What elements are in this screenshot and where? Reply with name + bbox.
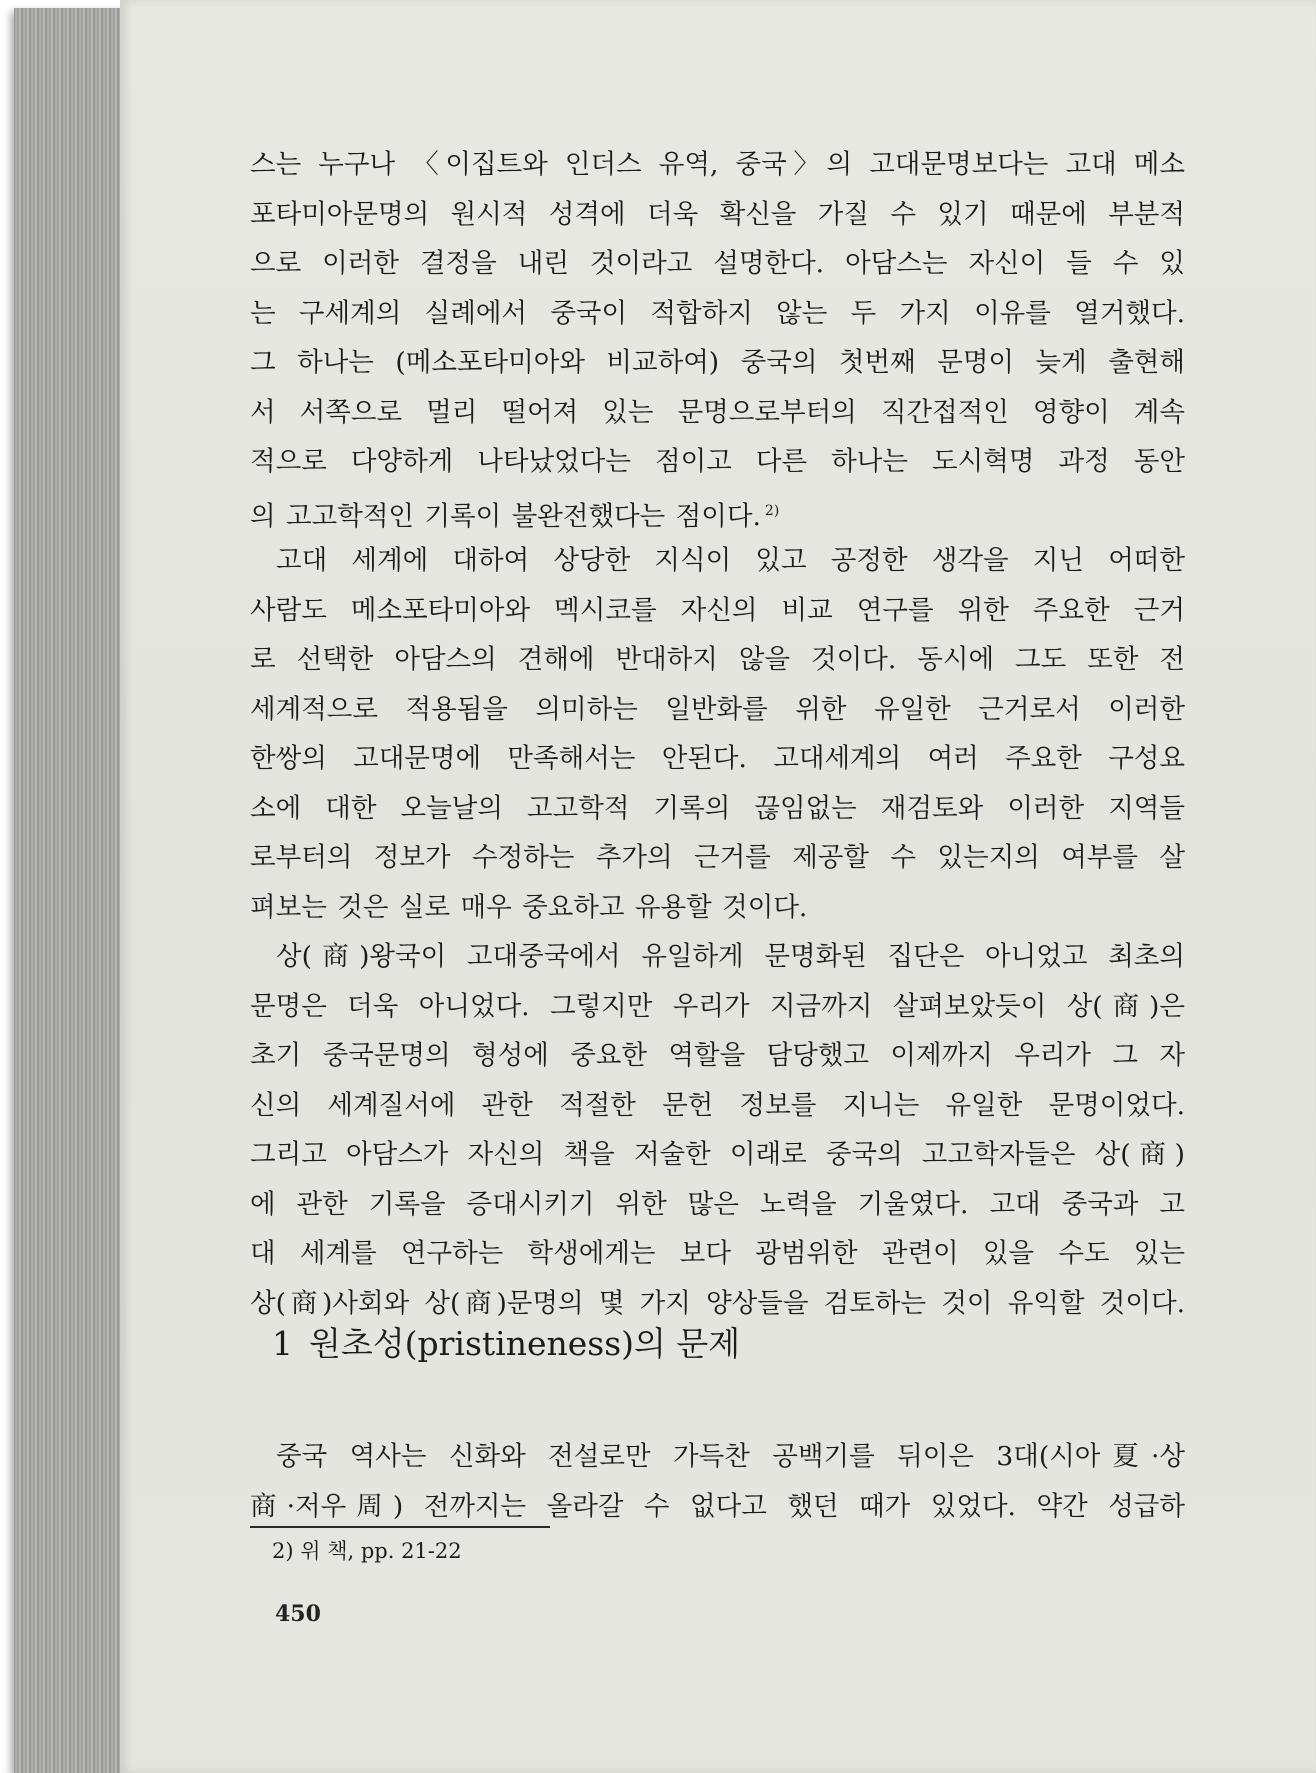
text-line: 고대 세계에 대하여 상당한 지식이 있고 공정한 생각을 지닌 어떠한	[276, 545, 1185, 576]
text-line: 한쌍의 고대문명에 만족해서는 안된다. 고대세계의 여러 주요한 구성요	[250, 743, 1185, 774]
text-line: 초기 중국문명의 형성에 중요한 역할을 담당했고 이제까지 우리가 그 자	[250, 1040, 1185, 1071]
text-line: 펴보는 것은 실로 매우 중요하고 유용할 것이다.	[250, 891, 808, 923]
body-text	[250, 140, 1185, 1328]
text-line: 商·저우周) 전까지는 올라갈 수 없다고 했던 때가 있었다. 약간 성급하	[250, 1490, 1185, 1522]
text-line-content: 의 고고학적인 기록이 불완전했다는 점이다.	[250, 500, 761, 532]
paragraph-2	[250, 536, 1185, 932]
text-line: 상(商)왕국이 고대중국에서 유일하게 문명화된 집단은 아니었고 최초의	[276, 941, 1185, 972]
text-line: 상(商)사회와 상(商)문명의 몇 가지 양상들을 검토하는 것이 유익할 것이다.	[250, 1287, 1185, 1319]
footnote: 2) 위 책, pp. 21-22	[272, 1539, 462, 1563]
section-paragraph	[250, 1432, 1185, 1531]
text-line: 는 구세계의 실례에서 중국이 적합하지 않는 두 가지 이유를 열거했다.	[250, 297, 1185, 329]
text-line: 에 관한 기록을 증대시키기 위한 많은 노력을 기울였다. 고대 중국과 고	[250, 1188, 1185, 1220]
book-page-edges	[14, 8, 126, 1773]
text-line: 대 세계를 연구하는 학생에게는 보다 광범위한 관련이 있을 수도 있는	[250, 1238, 1185, 1269]
text-line: 세계적으로 적용됨을 의미하는 일반화를 위한 유일한 근거로서 이러한	[250, 693, 1185, 725]
text-line: 소에 대한 오늘날의 고고학적 기록의 끊임없는 재검토와 이러한 지역들	[250, 792, 1185, 824]
text-line: 스는 누구나 〈이집트와 인더스 유역, 중국〉의 고대문명보다는 고대 메소	[250, 149, 1185, 180]
text-line: 그 하나는 (메소포타미아와 비교하여) 중국의 첫번째 문명이 늦게 출현해	[250, 347, 1185, 378]
text-line: 으로 이러한 결정을 내린 것이라고 설명한다. 아담스는 자신이 들 수 있	[250, 248, 1185, 279]
text-line	[250, 487, 1185, 537]
text-line: 포타미아문명의 원시적 성격에 더욱 확신을 가질 수 있기 때문에 부분적	[250, 198, 1185, 230]
text-line: 적으로 다양하게 나타났었다는 점이고 다른 하나는 도시혁명 과정 동안	[250, 446, 1185, 477]
footnote-marker: 2)	[764, 502, 780, 519]
text-line: 신의 세계질서에 관한 적절한 문헌 정보를 지니는 유일한 문명이었다.	[250, 1089, 1185, 1121]
text-line: 그리고 아담스가 자신의 책을 저술한 이래로 중국의 고고학자들은 상(商)	[250, 1139, 1185, 1170]
text-line: 로 선택한 아담스의 견해에 반대하지 않을 것이다. 동시에 그도 또한 전	[250, 644, 1185, 675]
paragraph-1	[250, 140, 1185, 536]
footnote-divider	[250, 1526, 550, 1528]
section-heading	[272, 1318, 740, 1365]
text-line: 문명은 더욱 아니었다. 그렇지만 우리가 지금까지 살펴보았듯이 상(商)은	[250, 990, 1185, 1022]
text-line: 중국 역사는 신화와 전설로만 가득찬 공백기를 뒤이은 3대(시아夏·상	[276, 1441, 1185, 1472]
section-title: 원초성(pristineness)의 문제	[309, 1324, 741, 1363]
page-number: 450	[275, 1601, 321, 1627]
paragraph-3	[250, 932, 1185, 1328]
text-line: 로부터의 정보가 수정하는 추가의 근거를 제공할 수 있는지의 여부를 살	[250, 842, 1185, 873]
text-line: 서 서쪽으로 멀리 떨어져 있는 문명으로부터의 직간접적인 영향이 계속	[250, 396, 1185, 428]
section-number: 1	[272, 1324, 293, 1363]
text-line: 사람도 메소포타미아와 멕시코를 자신의 비교 연구를 위한 주요한 근거	[250, 594, 1185, 626]
